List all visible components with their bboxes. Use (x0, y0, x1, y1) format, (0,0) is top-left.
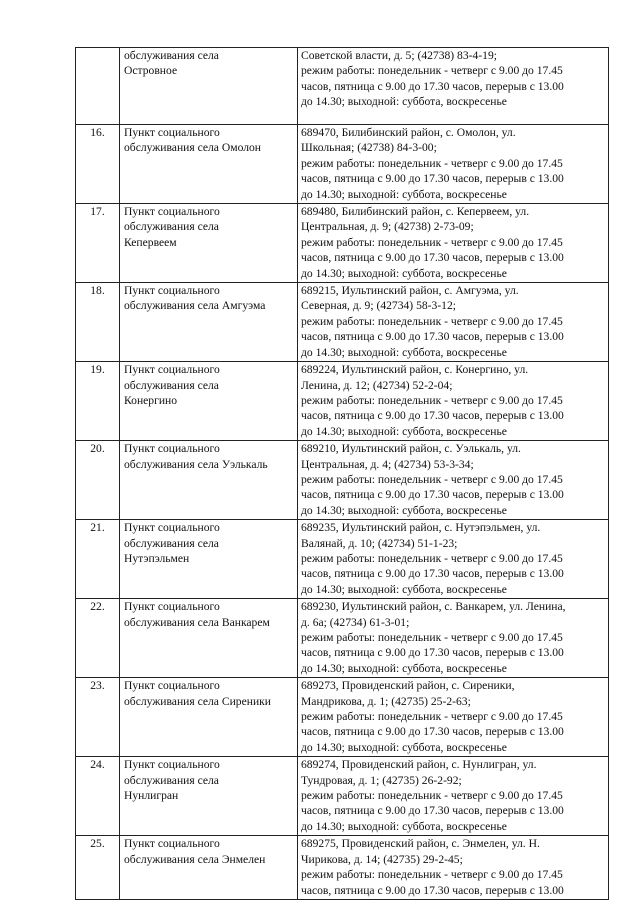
info-line: д. 6а; (42734) 61-3-01; (301, 615, 410, 629)
info-line: режим работы: понедельник - четверг с 9.00 до 17.45 (301, 314, 563, 328)
table-row (76, 283, 609, 362)
info-line: режим работы: понедельник - четверг с 9.00 до 17.45 (301, 789, 563, 803)
name-line: обслуживания села (124, 220, 219, 234)
row-number: 23. (76, 678, 120, 757)
info-line: режим работы: понедельник - четверг с 9.00 до 17.45 (301, 868, 563, 882)
info-line: 689274, Провиденский район, с. Нунлигран, ул. (301, 758, 537, 772)
table-row (76, 836, 609, 900)
info-line: до 14.30; выходной: суббота, воскресенье (301, 424, 507, 438)
info-line: Мандрикова, д. 1; (42735) 25-2-63; (301, 694, 471, 708)
name-line: обслуживания села (124, 773, 219, 787)
info-line: 689235, Иультинский район, с. Нутэпэльмен, ул. (301, 521, 541, 535)
name-line: обслуживания села Уэлькаль (124, 457, 268, 471)
info-line: 689215, Иультинский район, с. Амгуэма, ул. (301, 284, 519, 298)
info-line: 689275, Провиденский район, с. Энмелен, ул. Н. (301, 837, 540, 851)
name-line: обслуживания села (124, 378, 219, 392)
service-point-name (120, 599, 298, 678)
info-line: 689224, Иультинский район, с. Конергино, ул. (301, 363, 529, 377)
service-point-name (120, 48, 298, 125)
info-line: режим работы: понедельник - четверг с 9.00 до 17.45 (301, 631, 563, 644)
service-point-name (120, 362, 298, 441)
name-line: обслуживания села (124, 49, 219, 62)
name-line: обслуживания села Сиреники (124, 694, 271, 708)
info-line: до 14.30; выходной: суббота, воскресенье (301, 345, 507, 359)
service-point-name (120, 204, 298, 283)
address-and-schedule (298, 204, 609, 283)
info-line: до 14.30; выходной: суббота, воскресенье (301, 95, 507, 109)
table-row (76, 678, 609, 757)
info-line: до 14.30; выходной: суббота, воскресенье (301, 503, 507, 517)
service-point-name (120, 441, 298, 520)
info-line: часов, пятница с 9.00 до 17.30 часов, перерыв с 13.00 (301, 646, 564, 660)
info-line: часов, пятница с 9.00 до 17.30 часов, перерыв с 13.00 (301, 409, 564, 423)
table-row (76, 362, 609, 441)
social-service-points-table (75, 47, 609, 900)
name-line: Пункт социального (124, 521, 220, 535)
info-line: 689470, Билибинский район, с. Омолон, ул. (301, 126, 516, 139)
service-point-name (120, 836, 298, 900)
info-line: режим работы: понедельник - четверг с 9.00 до 17.45 (301, 472, 563, 486)
name-line: Нутэпэльмен (124, 551, 190, 565)
info-line: до 14.30; выходной: суббота, воскресенье (301, 740, 507, 754)
name-line: обслуживания села Энмелен (124, 852, 266, 866)
address-and-schedule (298, 125, 609, 204)
row-number: 16. (76, 125, 120, 204)
row-number: 21. (76, 520, 120, 599)
service-point-name (120, 678, 298, 757)
row-number: 25. (76, 836, 120, 900)
name-line: Пункт социального (124, 600, 220, 614)
info-line: Советской власти, д. 5; (42738) 83-4-19; (301, 49, 497, 62)
info-line: режим работы: понедельник - четверг с 9.00 до 17.45 (301, 710, 563, 724)
info-line: 689230, Иультинский район, с. Ванкарем, ул. Ленина, (301, 600, 566, 614)
info-line: Тундровая, д. 1; (42735) 26-2-92; (301, 773, 462, 787)
name-line: Пункт социального (124, 126, 220, 139)
name-line: Пункт социального (124, 758, 220, 772)
address-and-schedule (298, 283, 609, 362)
row-number: 24. (76, 757, 120, 836)
info-line: режим работы: понедельник - четверг с 9.00 до 17.45 (301, 551, 563, 565)
address-and-schedule (298, 520, 609, 599)
name-line: Пункт социального (124, 679, 220, 693)
row-number: 19. (76, 362, 120, 441)
name-line: Кепервеем (124, 235, 177, 249)
name-line: Пункт социального (124, 284, 220, 298)
info-line: Северная, д. 9; (42734) 58-3-12; (301, 299, 456, 313)
info-line: 689273, Провиденский район, с. Сиреники, (301, 679, 515, 693)
info-line: Ленина, д. 12; (42734) 52-2-04; (301, 378, 453, 392)
name-line: обслуживания села Омолон (124, 141, 261, 155)
info-line: режим работы: понедельник - четверг с 9.00 до 17.45 (301, 393, 563, 407)
name-line: Пункт социального (124, 205, 220, 219)
name-line: Пункт социального (124, 837, 220, 851)
info-line: до 14.30; выходной: суббота, воскресенье (301, 582, 507, 596)
service-point-name (120, 125, 298, 204)
row-number: 20. (76, 441, 120, 520)
info-line: часов, пятница с 9.00 до 17.30 часов, перерыв с 13.00 (301, 725, 564, 739)
row-number: 18. (76, 283, 120, 362)
service-point-name (120, 520, 298, 599)
name-line: Конергино (124, 393, 178, 407)
service-point-name (120, 283, 298, 362)
address-and-schedule (298, 48, 609, 125)
info-line: Школьная; (42738) 84-3-00; (301, 141, 437, 155)
address-and-schedule (298, 757, 609, 836)
address-and-schedule (298, 678, 609, 757)
row-number (76, 48, 120, 125)
info-line: часов, пятница с 9.00 до 17.30 часов, перерыв с 13.00 (301, 330, 564, 344)
info-line: режим работы: понедельник - четверг с 9.00 до 17.45 (301, 64, 563, 78)
table-row (76, 125, 609, 204)
table-row (76, 204, 609, 283)
info-line: до 14.30; выходной: суббота, воскресенье (301, 266, 507, 280)
table-row (76, 520, 609, 599)
info-line: Валянай, д. 10; (42734) 51-1-23; (301, 536, 458, 550)
info-line: режим работы: понедельник - четверг с 9.00 до 17.45 (301, 156, 563, 170)
info-line: часов, пятница с 9.00 до 17.30 часов, перерыв с 13.00 (301, 488, 564, 502)
service-point-name (120, 757, 298, 836)
info-line: Центральная, д. 9; (42738) 2-73-09; (301, 220, 474, 234)
info-line: 689210, Иультинский район, с. Уэлькаль, ул. (301, 442, 521, 456)
table-row (76, 757, 609, 836)
address-and-schedule (298, 836, 609, 900)
table-row (76, 441, 609, 520)
name-line: обслуживания села (124, 536, 219, 550)
info-line: часов, пятница с 9.00 до 17.30 часов, перерыв с 13.00 (301, 79, 564, 93)
address-and-schedule (298, 362, 609, 441)
row-number: 22. (76, 599, 120, 678)
table-row (76, 48, 609, 125)
info-line: часов, пятница с 9.00 до 17.30 часов, перерыв с 13.00 (301, 883, 564, 897)
info-line: Центральная, д. 4; (42734) 53-3-34; (301, 457, 474, 471)
info-line: 689480, Билибинский район, с. Кепервеем, ул. (301, 205, 530, 219)
name-line: Пункт социального (124, 363, 220, 377)
info-line: режим работы: понедельник - четверг с 9.00 до 17.45 (301, 235, 563, 249)
info-line: часов, пятница с 9.00 до 17.30 часов, перерыв с 13.00 (301, 804, 564, 818)
row-number: 17. (76, 204, 120, 283)
name-line: Островное (124, 64, 178, 78)
info-line: Чирикова, д. 14; (42735) 29-2-45; (301, 852, 463, 866)
info-line: часов, пятница с 9.00 до 17.30 часов, перерыв с 13.00 (301, 567, 564, 581)
name-line: Пункт социального (124, 442, 220, 456)
info-line: до 14.30; выходной: суббота, воскресенье (301, 661, 507, 675)
info-line: часов, пятница с 9.00 до 17.30 часов, перерыв с 13.00 (301, 251, 564, 265)
table-row (76, 599, 609, 678)
info-line: до 14.30; выходной: суббота, воскресенье (301, 819, 507, 833)
name-line: обслуживания села Амгуэма (124, 299, 266, 313)
name-line: обслуживания села Ванкарем (124, 615, 270, 629)
info-line: часов, пятница с 9.00 до 17.30 часов, перерыв с 13.00 (301, 172, 564, 186)
address-and-schedule (298, 441, 609, 520)
info-line: до 14.30; выходной: суббота, воскресенье (301, 187, 507, 201)
address-and-schedule (298, 599, 609, 678)
name-line: Нунлигран (124, 789, 179, 803)
table-body (76, 48, 609, 900)
